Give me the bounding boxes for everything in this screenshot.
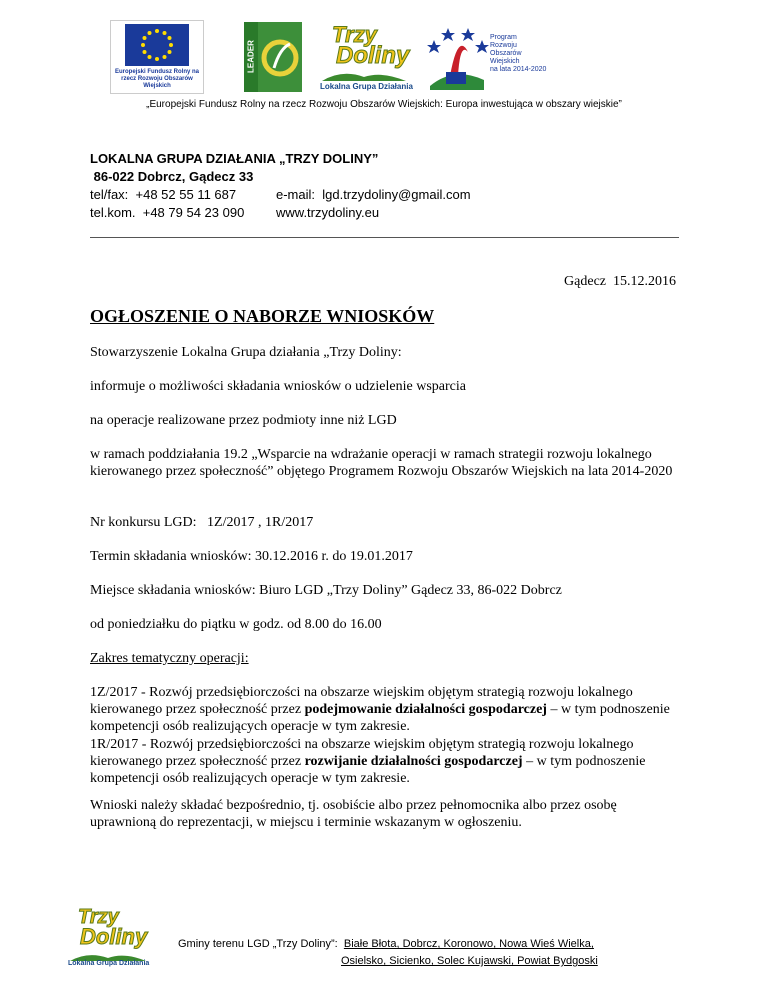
scope-1r-bold: rozwijanie działalności gospodarczej bbox=[304, 754, 523, 769]
footer-line-2 bbox=[178, 953, 598, 970]
footer-logo-doliny: Doliny bbox=[80, 924, 148, 949]
footer-logo-trzy: Trzy bbox=[78, 906, 119, 928]
document-title: OGŁOSZENIE O NABORZE WNIOSKÓW bbox=[90, 306, 435, 326]
footer-logo bbox=[68, 906, 150, 972]
org-website[interactable]: www.trzydoliny.eu bbox=[276, 205, 380, 220]
eu-caption: Europejski Fundusz Rolny na rzecz Rozwoju Obszarów Wiejskich bbox=[114, 69, 199, 89]
eu-stars-icon bbox=[125, 24, 189, 66]
eu-flag-logo bbox=[110, 20, 204, 94]
leader-text: LEADER bbox=[246, 40, 256, 73]
prow-text bbox=[490, 34, 546, 74]
paragraph-contest-number: Nr konkursu LGD: 1Z/2017 , 1R/2017 bbox=[90, 515, 314, 530]
prow-line: Rozwoju bbox=[490, 42, 517, 49]
paragraph-inform: informuje o możliwości składania wniosków o udzielenie wsparcia bbox=[90, 379, 466, 394]
org-email[interactable]: e-mail: lgd.trzydoliny@gmail.com bbox=[276, 187, 471, 202]
footer-line-1 bbox=[178, 936, 598, 953]
paragraph-subaction: w ramach poddziałania 19.2 „Wsparcie na wdrażanie operacji w ramach strategii rozwoju lokalnego kierowanego przez społeczność” objętego Programem Rozwoju Obszarów Wiejskich na lata 2014-2020 bbox=[90, 447, 673, 479]
paragraph-scope-1z bbox=[90, 684, 680, 735]
org-name: LOKALNA GRUPA DZIAŁANIA „TRZY DOLINY” bbox=[90, 151, 379, 166]
scope-1r-tail: – w tym podnoszenie kompetencji osób realizujących operacje w tym zakresie. bbox=[90, 754, 646, 786]
org-address: 86-022 Dobrcz, Gądecz 33 bbox=[90, 169, 254, 184]
org-phone: tel/fax: +48 52 55 11 687 bbox=[90, 187, 237, 202]
header-divider bbox=[90, 237, 679, 238]
paragraph-scope-1r bbox=[90, 736, 680, 787]
scope-1r-text: 1R/2017 - Rozwój przedsiębiorczości na obszarze wiejskim objętym strategią rozwoju lokalnego kierowanego przez społeczność przez bbox=[90, 737, 634, 769]
footer-logo-caption: Lokalna Grupa Działania bbox=[68, 960, 150, 967]
paragraph-deadline: Termin składania wniosków: 30.12.2016 r. do 19.01.2017 bbox=[90, 549, 413, 564]
prow-line: Wiejskich bbox=[490, 58, 520, 65]
prow-line: na lata 2014-2020 bbox=[490, 66, 547, 73]
logo-word-doliny: Doliny bbox=[336, 42, 410, 69]
leader-logo bbox=[244, 22, 302, 92]
scope-1z-text: 1Z/2017 - Rozwój przedsiębiorczości na obszarze wiejskim objętym strategią rozwoju lokalnego kierowanego przez społeczność przez bbox=[90, 685, 633, 717]
paragraph-scope-heading: Zakres tematyczny operacji: bbox=[90, 651, 249, 666]
footer-municipalities bbox=[178, 936, 598, 970]
paragraph-submission: Wnioski należy składać bezpośrednio, tj. osobiście albo przez pełnomocnika albo przez osobę uprawnioną do reprezentacji, w miejscu i terminie wskazanym w ogłoszeniu. bbox=[90, 798, 617, 830]
paragraph-operations: na operacje realizowane przez podmioty inne niż LGD bbox=[90, 413, 397, 428]
paragraph-location: Miejsce składania wniosków: Biuro LGD „Trzy Doliny” Gądecz 33, 86-022 Dobrcz bbox=[90, 583, 562, 598]
prow-line: Obszarów bbox=[490, 50, 522, 57]
prow-logo bbox=[424, 22, 547, 94]
scope-1z-bold: podejmowanie działalności gospodarczej bbox=[304, 702, 547, 717]
tagline: „Europejski Fundusz Rolny na rzecz Rozwoju Obszarów Wiejskich: Europa inwestująca w obszary wiejskie” bbox=[146, 99, 622, 110]
prow-emblem-icon bbox=[424, 22, 490, 94]
paragraph-intro: Stowarzyszenie Lokalna Grupa działania „Trzy Doliny: bbox=[90, 345, 402, 360]
document-date: Gądecz 15.12.2016 bbox=[564, 274, 676, 289]
paragraph-hours: od poniedziałku do piątku w godz. od 8.00 do 16.00 bbox=[90, 617, 382, 632]
footer-gminy-2: Osielsko, Sicienko, Solec Kujawski, Powiat Bydgoski bbox=[341, 955, 598, 967]
footer-label: Gminy terenu LGD „Trzy Doliny”: bbox=[178, 938, 338, 950]
scope-1z-tail: – w tym podnoszenie kompetencji osób realizujących operacje w tym zakresie. bbox=[90, 702, 670, 734]
logo-caption: Lokalna Grupa Działania bbox=[320, 82, 413, 91]
org-contact bbox=[276, 186, 471, 222]
prow-line: Program bbox=[490, 34, 517, 41]
logo-word-trzy: Trzy bbox=[332, 22, 377, 47]
footer-gminy-1: Białe Błota, Dobrcz, Koronowo, Nowa Wieś Wielka, bbox=[343, 938, 594, 950]
trzy-doliny-logo bbox=[318, 22, 413, 94]
org-mobile: tel.kom. +48 79 54 23 090 bbox=[90, 205, 245, 220]
